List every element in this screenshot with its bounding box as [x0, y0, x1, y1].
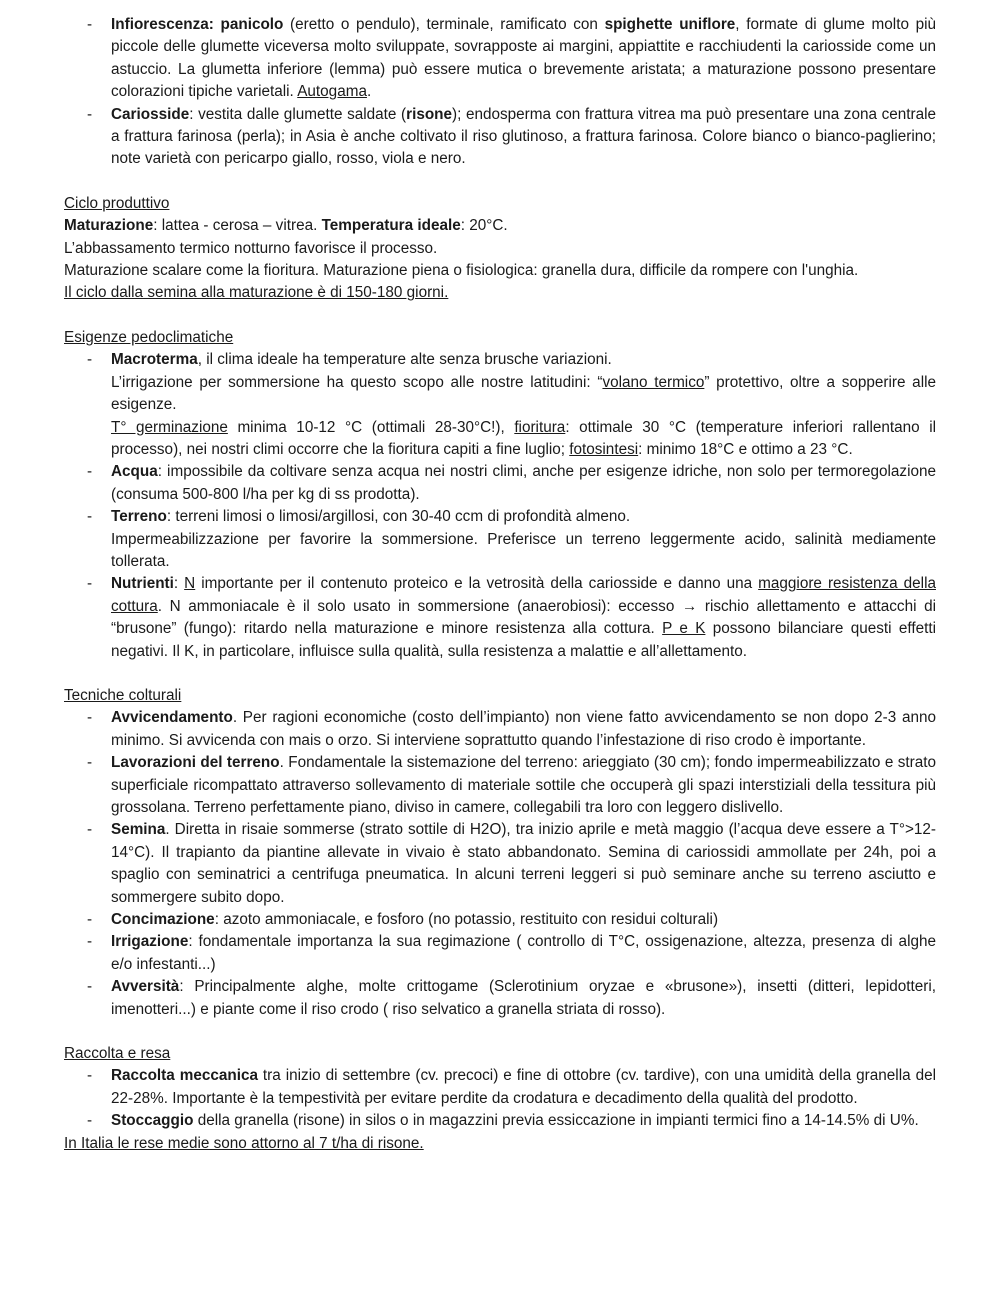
list-item-avvicendamento: - Avvicendamento. Per ragioni economiche (costo dell’impianto) non viene fatto avvicendamento se non dopo 2-3 anno minimo. Si avvicenda con mais o orzo. Si interviene soprattutto quando l’infestazione di riso crodo è importante.: [111, 707, 936, 752]
list-item-semina: - Semina. Diretta in risaie sommerse (strato sottile di H2O), tra inizio aprile e metà maggio (l’acqua deve essere a T°>12-14°C). Il trapianto da piantine allevate in vivaio è stato abbandonato. Semina di cariossidi ammollate per 24h, poi a spaglio con seminatrici a centrifuga pneumatica. In alcuni terreni leggeri si può seminare anche su terreno asciutto e sommergere subito dopo.: [111, 819, 936, 909]
section-raccolta: [64, 1043, 936, 1155]
list-item-acqua: - Acqua: impossibile da coltivare senza acqua nei nostri climi, anche per esigenze idriche, non solo per termoregolazione (consuma 500-800 l/ha per kg di ss prodotta).: [111, 461, 936, 506]
list-item-cariosside: - Cariosside: vestita dalle glumette saldate (risone); endosperma con frattura vitrea ma può presentare una zona centrale a frattura farinosa (perla); in Asia è anche coltivato il riso glutinoso, a frattura farinosa. Colore bianco o bianco-paglierino; note varietà con pericarpo giallo, rosso, viola e nero.: [111, 104, 936, 171]
list-item-avversita: - Avversità: Principalmente alghe, molte crittogame (Sclerotinium oryzae e «brusone»), insetti (ditteri, lepidotteri, imenotteri...) e piante come il riso crodo ( riso selvatico a granella striata di rosso).: [111, 976, 936, 1021]
terreno-paragraph: Impermeabilizzazione per favorire la sommersione. Preferisce un terreno leggermente acido, salinità mediamente tollerata.: [111, 530, 936, 570]
term-panicolo: panicolo: [220, 16, 284, 33]
list-item-macroterma: - Macroterma, il clima ideale ha temperature alte senza brusche variazioni. L’irrigazione per sommersione ha questo scopo alle nostre latitudini: “volano termico” protettivo, oltre a sopperire alle esigenze. T° germinazione minima 10-12 °C (ottimali 28-30°C!), fioritura: ottimale 30 °C (temperature inferiori rallentano il processo), nei nostri climi occorre che la fioritura capiti a fine luglio; fotosintesi: minimo 18°C e ottimo a 23 °C.: [111, 349, 936, 461]
list-item-stoccaggio: - Stoccaggio della granella (risone) in silos o in magazzini previa essiccazione in impianti termici fino a 14-14.5% di U%.: [111, 1110, 936, 1132]
ciclo-line-1: Maturazione: lattea - cerosa – vitrea. Temperatura ideale: 20°C.: [64, 217, 508, 235]
rese-line: In Italia le rese medie sono attorno al 7 t/ha di risone.: [64, 1134, 424, 1152]
term-spighette: spighette uniflore: [604, 16, 736, 33]
term-risone: risone: [406, 105, 453, 123]
section-title-tecniche: Tecniche colturali: [64, 686, 182, 704]
list-item-irrigazione: - Irrigazione: fondamentale importanza la sua regimazione ( controllo di T°C, ossigenazione, altezza, presenza di alghe e/o infestanti...): [111, 931, 936, 976]
irrigazione-paragraph: L’irrigazione per sommersione ha questo scopo alle nostre latitudini: “volano termico” protettivo, oltre a sopperire alle esigenze.: [111, 373, 936, 414]
section-ciclo: [64, 193, 936, 305]
section-tecniche: [64, 685, 936, 1021]
list-item-terreno: - Terreno: terreni limosi o limosi/argillosi, con 30-40 ccm di profondità almeno. Impermeabilizzazione per favorire la sommersione. Preferisce un terreno leggermente acido, salinità mediamente tollerata.: [111, 506, 936, 573]
list-item-nutrienti: - Nutrienti: N importante per il contenuto proteico e la vetrosità della cariosside e danno una maggiore resistenza della cottura. N ammoniacale è il solo usato in sommersione (anaerobiosi): eccesso → rischio allettamento e attacchi di “brusone” (fungo): ritardo nella maturazione e minore resistenza alla cottura. P e K possono bilanciare questi effetti negativi. Il K, in particolare, influisce sulla qualità, sulla resistenza a malattie e all’allettamento.: [111, 573, 936, 663]
term-cariosside: Cariosside: [111, 105, 190, 123]
section-title-raccolta: Raccolta e resa: [64, 1045, 171, 1063]
section-title-ciclo: Ciclo produttivo: [64, 194, 170, 212]
raccolta-list: [64, 1065, 936, 1132]
intro-list: [64, 14, 936, 171]
temperature-paragraph: T° germinazione minima 10-12 °C (ottimali 28-30°C!), fioritura: ottimale 30 °C (temperature inferiori rallentano il processo), nei nostri climi occorre che la fioritura capiti a fine luglio; fotosintesi: minimo 18°C e ottimo a 23 °C.: [111, 418, 937, 458]
ciclo-line-4: Il ciclo dalla semina alla maturazione è di 150-180 giorni.: [64, 284, 449, 302]
list-item-infiorescenza: - Infiorescenza: panicolo (eretto o pendulo), terminale, ramificato con spighette uniflore, formate di glume molto più piccole delle glumette viceversa molto sviluppate, sovrapposte ai margini, appiattite e racchiudenti la cariosside come un astuccio. La glumetta inferiore (lemma) può essere mutica o brevemente aristata; a maturazione possono presentare colorazioni tipiche varietali. Autogama.: [111, 14, 936, 104]
term-autogama: Autogama: [297, 83, 367, 101]
ciclo-line-3: Maturazione scalare come la fioritura. Maturazione piena o fisiologica: granella dura, difficile da rompere con l'unghia.: [64, 262, 859, 280]
list-item-lavorazioni: - Lavorazioni del terreno. Fondamentale la sistemazione del terreno: arieggiato (30 cm); fondo impermeabilizzato e strato superficiale ricompattato attraverso sollevamento di materiale sottile che occuperà gli spazi interstiziali della tessitura più grossolana. Terreno perfettamente piano, diviso in camere, collegabili tra loro con leggero dislivello.: [111, 752, 936, 819]
list-item-raccolta: - Raccolta meccanica tra inizio di settembre (cv. precoci) e fine di ottobre (cv. tardive), con una umidità della granella del 22-28%. Importante è la tempestività per evitare perdite da crodatura e decadimento della qualità del prodotto.: [111, 1065, 936, 1110]
ciclo-line-2: L’abbassamento termico notturno favorisce il processo.: [64, 239, 438, 257]
term-infiorescenza: Infiorescenza:: [111, 16, 214, 33]
section-esigenze: [64, 327, 936, 663]
section-title-esigenze: Esigenze pedoclimatiche: [64, 328, 234, 346]
esigenze-list: [64, 349, 936, 663]
tecniche-list: [64, 707, 936, 1021]
list-item-concimazione: - Concimazione: azoto ammoniacale, e fosforo (no potassio, restituito con residui colturali): [111, 909, 936, 931]
